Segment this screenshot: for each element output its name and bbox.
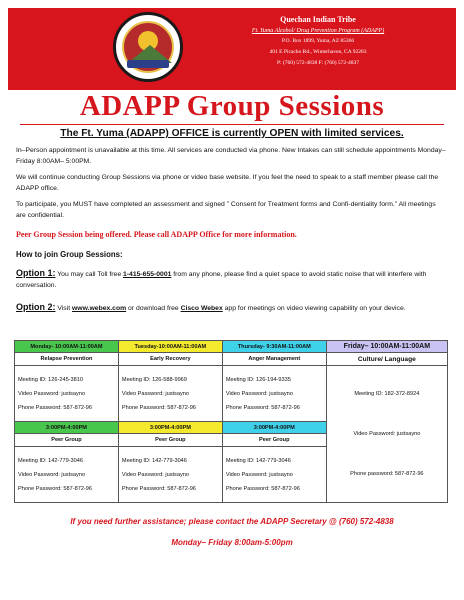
quechan-seal-logo <box>113 12 183 82</box>
title-divider <box>20 124 444 125</box>
tuesday-pm-time: 3:00PM-4:00PM <box>118 422 222 434</box>
monday-am-details <box>15 366 119 422</box>
paragraph-participate: To participate, you MUST have completed an assessment and signed ” Consent for Treatment forms and Confi-dentiality form.” All meetings are confidential. <box>16 201 436 219</box>
option-2-text-a: Visit <box>55 305 72 312</box>
meeting-id: Meeting ID: 126-194-9335 <box>225 376 291 383</box>
po-box: P.O. Box 1899, Yuma, AZ 85366 <box>281 38 355 44</box>
phone-password: Phone Password: 587-872-96 <box>121 485 196 492</box>
phone-password: Phone password: 587-872-96 <box>350 471 424 477</box>
video-password: Video Password: justsayno <box>18 471 86 478</box>
meeting-id: Meeting ID: 142-779-3046 <box>18 457 83 464</box>
thursday-pm-group: Peer Group <box>222 434 326 447</box>
thursday-am-details <box>222 366 326 422</box>
option-1-text-b: from any phone, please find a quiet space to avoid static noise that will interfere with conversation. <box>16 271 427 289</box>
webex-link[interactable]: www.webex.com <box>72 305 127 312</box>
option-2-text-c: app for meetings on video viewing capability on your device. <box>222 305 406 312</box>
friday-group: Culture/ Language <box>326 353 447 366</box>
monday-header: Monday- 10:00AM-11:00AM <box>15 341 119 353</box>
phone-password: Phone Password: 587-872-96 <box>18 485 93 492</box>
option-1-label: Option 1: <box>16 268 56 278</box>
video-password: Video Password: justsayno <box>353 431 421 437</box>
thursday-group: Anger Management <box>222 353 326 366</box>
meeting-id: Meeting ID: 142-779-3046 <box>121 457 187 464</box>
video-password: Video Password: justsayno <box>225 471 293 478</box>
monday-pm-time: 3:00PM-4:00PM <box>15 422 119 434</box>
cisco-webex-link[interactable]: Cisco Webex <box>180 305 223 312</box>
option-1-text-a: You may call Toll free <box>55 271 124 278</box>
tuesday-header: Tuesday-10:00AM-11:00AM <box>118 341 222 353</box>
phone-fax: P: (760) 572-4838 F: (760) 572-4837 <box>276 60 360 66</box>
phone-password: Phone Password: 587-872-96 <box>18 404 93 411</box>
meeting-id: Meeting ID: 142-779-3046 <box>225 457 291 464</box>
monday-group: Relapse Prevention <box>15 353 119 366</box>
how-to-join-heading: How to join Group Sessions: <box>16 250 123 259</box>
toll-free-number[interactable]: 1-415-655-0001 <box>123 271 172 278</box>
tribe-name: Quechan Indian Tribe <box>280 15 356 24</box>
video-password: Video Password: justsayno <box>225 390 293 397</box>
option-2-text-b: or download free <box>126 305 181 312</box>
option-1 <box>16 268 446 291</box>
video-password: Video Password: justsayno <box>18 390 86 397</box>
monday-pm-details <box>15 447 119 503</box>
program-name: Ft. Yuma Alcohol/ Drug Prevention Program (ADAPP) <box>251 28 385 34</box>
video-password: Video Password: justsayno <box>121 390 189 397</box>
video-password: Video Password: justsayno <box>121 471 189 478</box>
page-title: ADAPP Group Sessions <box>79 90 385 122</box>
tuesday-group: Early Recovery <box>118 353 222 366</box>
tuesday-pm-group: Peer Group <box>118 434 222 447</box>
thursday-header: Thursday- 9:30AM-11:00AM <box>222 341 326 353</box>
friday-details <box>326 366 447 503</box>
meeting-id: Meeting ID: 182-372-8924 <box>354 391 420 397</box>
option-2 <box>16 302 446 314</box>
letterhead-text <box>188 12 448 69</box>
footer-hours: Monday– Friday 8:00am-5:00pm <box>171 538 293 547</box>
tuesday-pm-details <box>118 447 222 503</box>
phone-password: Phone Password: 587-872-96 <box>225 404 300 411</box>
meeting-id: Meeting ID: 126-588-9969 <box>121 376 187 383</box>
monday-pm-group: Peer Group <box>15 434 119 447</box>
phone-password: Phone Password: 587-872-96 <box>225 485 300 492</box>
office-open-notice: The Ft. Yuma (ADAPP) OFFICE is currently OPEN with limited services. <box>60 128 404 139</box>
thursday-pm-time: 3:00PM-4:00PM <box>222 422 326 434</box>
street-address: 401 E Picacho Rd., Winterhaven, CA 92283 <box>269 49 367 55</box>
schedule-table <box>14 340 448 503</box>
footer-contact: If you need further assistance; please contact the ADAPP Secretary @ (760) 572-4838 <box>70 517 394 526</box>
thursday-pm-details <box>222 447 326 503</box>
friday-header: Friday– 10:00AM-11:00AM <box>326 341 447 353</box>
phone-password: Phone Password: 587-872-96 <box>121 404 196 411</box>
option-2-label: Option 2: <box>16 302 56 312</box>
tuesday-am-details <box>118 366 222 422</box>
meeting-id: Meeting ID: 126-245-3810 <box>18 376 83 383</box>
letterhead-banner <box>8 8 456 90</box>
paragraph-group-sessions: We will continue conducting Group Sessions via phone or video base website. If you feel the need to speak to a staff member please call the ADAPP office. <box>16 174 439 192</box>
peer-group-notice: Peer Group Session being offered. Please call ADAPP Office for more information. <box>16 230 297 239</box>
paragraph-inperson: In–Person appointment is unavailable at this time. All services are conducted via phone. New Intakes can still schedule appointments Monday– Friday 8:00AM– 5:00PM. <box>16 147 446 165</box>
